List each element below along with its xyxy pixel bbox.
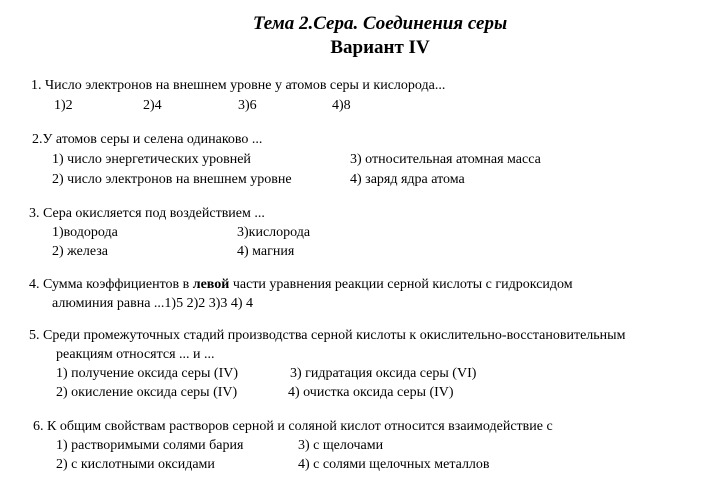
question-5-option-3: 3) гидратация оксида серы (VI) [290,366,477,381]
question-6-option-3: 3) с щелочами [298,438,384,453]
question-4-text [29,276,573,293]
question-5-option-2: 2) окисление оксида серы (IV) [56,385,238,400]
question-3-option-4: 4) магния [237,244,295,259]
question-2-option-3: 3) относительная атомная масса [350,152,541,167]
question-4-text-start: 4. Сумма коэффициентов в [29,277,193,292]
question-1-text: 1. Число электронов на внешнем уровне у атомов серы и кислорода... [31,78,446,93]
question-5-option-1: 1) получение оксида серы (IV) [56,366,239,381]
question-1-option-2: 2)4 [143,98,162,113]
question-5-text: 5. Среди промежуточных стадий производства серной кислоты к окислительно-восстановительным [29,328,626,343]
question-4-text-end: части уравнения реакции серной кислоты с гидроксидом [229,277,573,292]
question-6-option-4: 4) с солями щелочных металлов [298,457,490,472]
question-2-option-2: 2) число электронов на внешнем уровне [52,172,292,187]
question-4-bold-word: левой [192,277,230,292]
question-5-text-line2: реакциям относятся ... и ... [56,347,215,362]
question-2-option-1: 1) число энергетических уровней [52,152,251,167]
variant-title: Вариант IV [330,37,430,58]
question-5-option-4: 4) очистка оксида серы (IV) [288,385,454,400]
question-1-option-4: 4)8 [332,98,351,113]
question-3-option-3: 3)кислорода [237,225,311,240]
question-6-option-1: 1) растворимыми солями бария [56,438,244,453]
question-3-option-1: 1)водорода [52,225,118,240]
question-3-option-2: 2) железа [52,244,108,259]
question-3-text: 3. Сера окисляется под воздействием ... [29,206,265,221]
question-6-option-2: 2) с кислотными оксидами [56,457,215,472]
question-4-text-line2: алюминия равна ...1)5 2)2 3)3 4) 4 [52,296,254,311]
page-title: Тема 2.Сера. Соединения серы [252,13,508,34]
question-6-text: 6. К общим свойствам растворов серной и соляной кислот относится взаимодействие с [33,419,553,434]
question-2-option-4: 4) заряд ядра атома [350,172,465,187]
question-2-text: 2.У атомов серы и селена одинаково ... [32,132,263,147]
question-1-option-3: 3)6 [238,98,257,113]
question-1-option-1: 1)2 [54,98,73,113]
